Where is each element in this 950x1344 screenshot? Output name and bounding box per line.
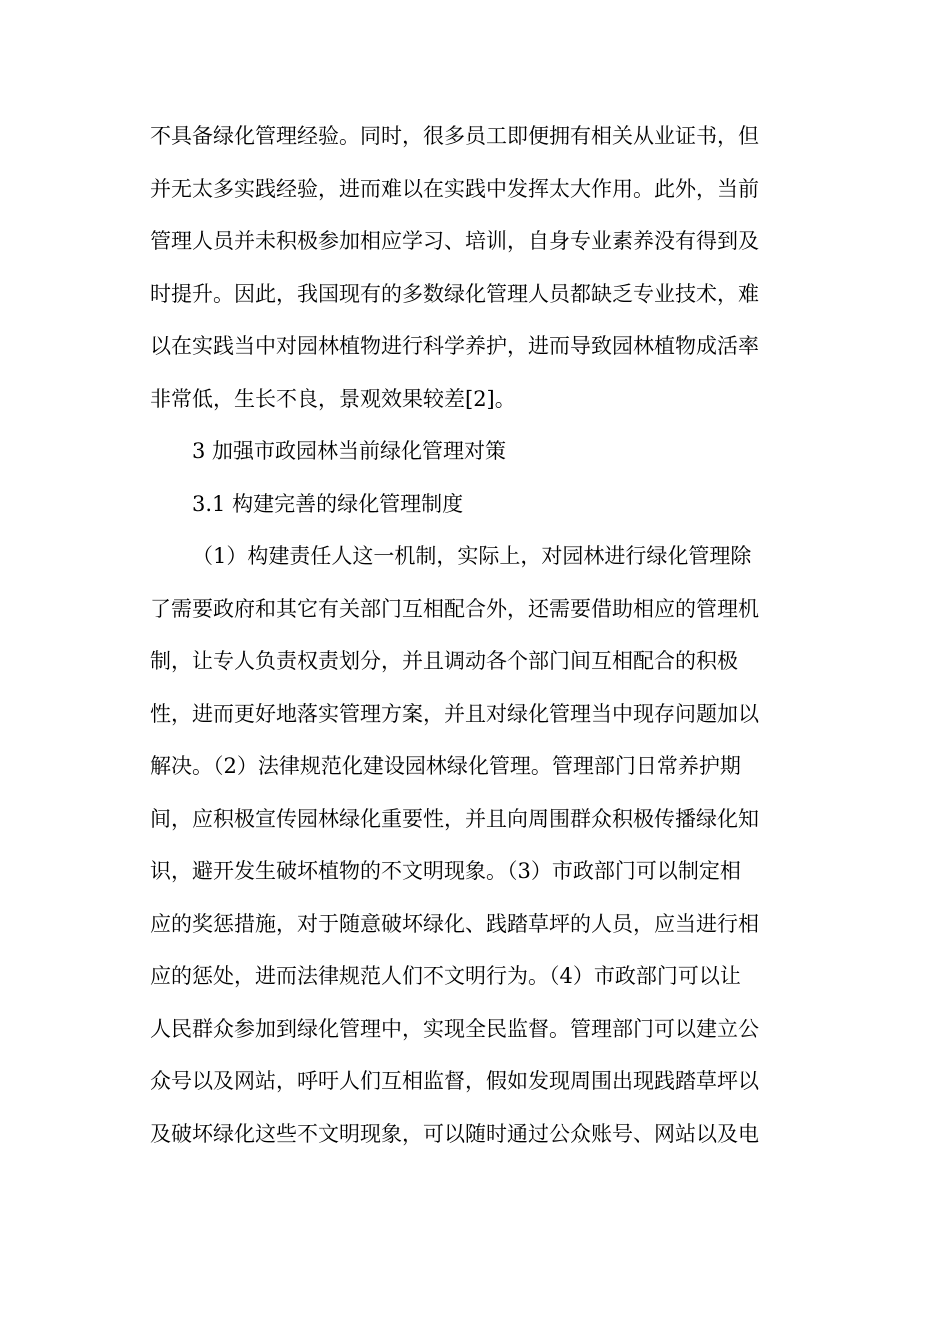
body-line: 间，应积极宣传园林绿化重要性，并且向周围群众积极传播绿化知 [150,806,759,831]
subsection-heading: 3.1 构建完善的绿化管理制度 [192,491,464,516]
body-line: 非常低，生长不良，景观效果较差[2]。 [150,386,516,411]
body-line: 时提升。因此，我国现有的多数绿化管理人员都缺乏专业技术，难 [150,281,759,306]
body-line: 应的奖惩措施，对于随意破坏绿化、践踏草坪的人员，应当进行相 [150,911,759,936]
body-line: 性，进而更好地落实管理方案，并且对绿化管理当中现存问题加以 [150,701,759,726]
body-line: 众号以及网站，呼吁人们互相监督，假如发现周围出现践踏草坪以 [150,1069,759,1093]
body-line: 以在实践当中对园林植物进行科学养护，进而导致园林植物成活率 [150,334,759,358]
body-line: 识，避开发生破坏植物的不文明现象。（3）市政部门可以制定相 [150,859,741,883]
section-heading: 3 加强市政园林当前绿化管理对策 [192,439,507,463]
body-line: 及破坏绿化这些不文明现象，可以随时通过公众账号、网站以及电 [150,1121,759,1146]
body-line: 管理人员并未积极参加相应学习、培训，自身专业素养没有得到及 [150,229,759,253]
paragraph-first-line: （1）构建责任人这一机制，实际上，对园林进行绿化管理除 [192,544,752,568]
body-line: 不具备绿化管理经验。同时，很多员工即便拥有相关从业证书，但 [150,124,759,148]
body-line: 人民群众参加到绿化管理中，实现全民监督。管理部门可以建立公 [150,1016,759,1041]
body-line: 解决。（2）法律规范化建设园林绿化管理。管理部门日常养护期 [150,754,741,778]
body-line: 制，让专人负责权责划分，并且调动各个部门间互相配合的积极 [150,649,738,673]
body-line: 应的惩处，进而法律规范人们不文明行为。（4）市政部门可以让 [150,964,741,988]
body-line: 并无太多实践经验，进而难以在实践中发挥太大作用。此外，当前 [150,176,759,201]
document-body [150,110,810,1160]
body-line: 了需要政府和其它有关部门互相配合外，还需要借助相应的管理机 [150,596,759,621]
